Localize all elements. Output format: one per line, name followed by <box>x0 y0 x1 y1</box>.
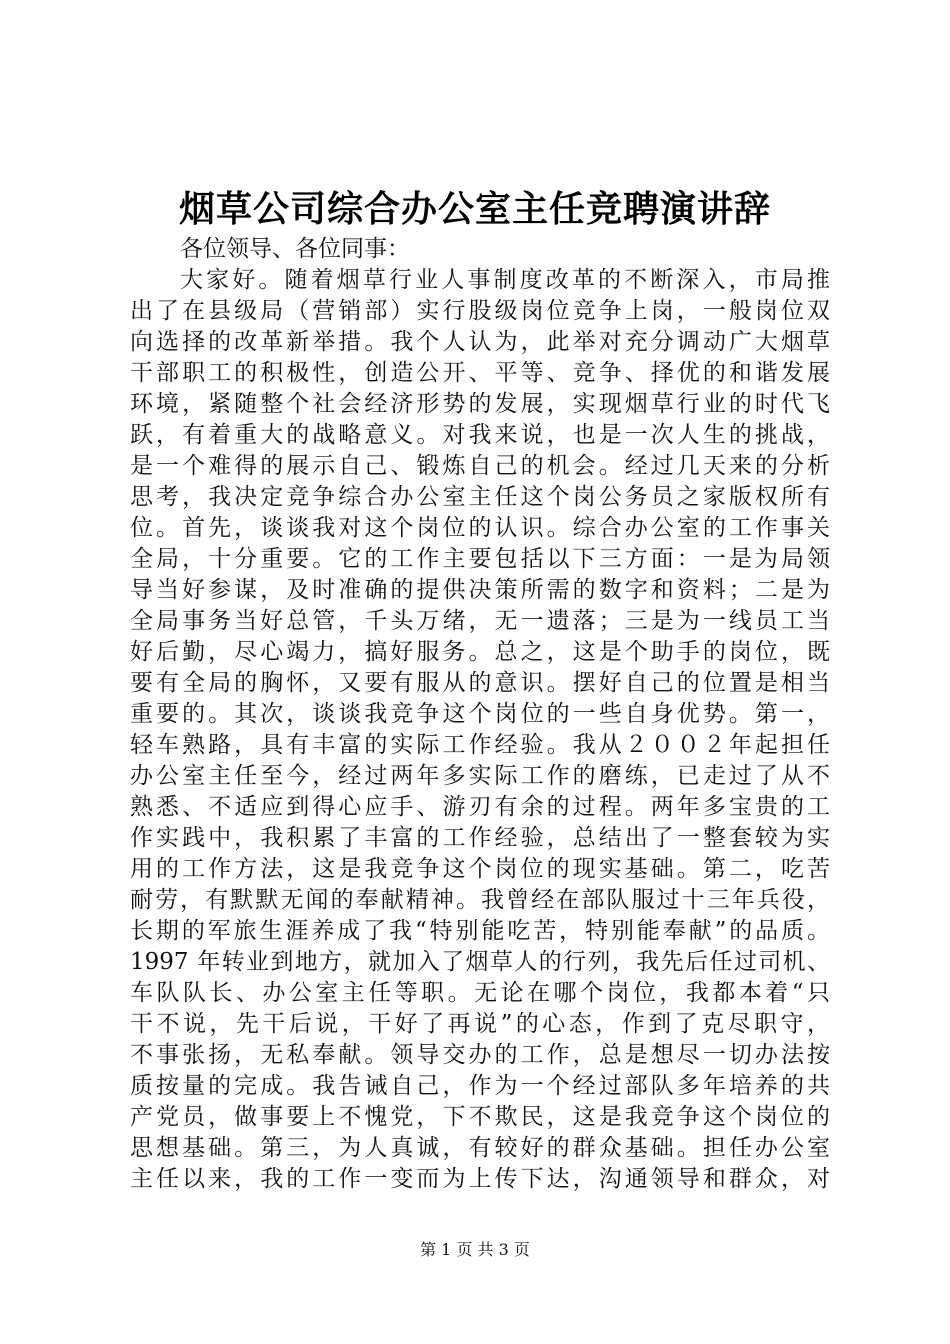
paragraph-line: 作实践中，我积累了丰富的工作经验，总结出了一整套较为实 <box>130 825 830 851</box>
paragraph-line: 主任以来，我的工作一变而为上传下达，沟通领导和群众，对 <box>130 1166 830 1192</box>
document-body <box>130 234 830 1195</box>
paragraph-line: 是一个难得的展示自己、锻炼自己的机会。经过几天来的分析 <box>130 453 830 479</box>
paragraph-line: 办公室主任至今，经过两年多实际工作的磨练，已走过了从不 <box>130 763 830 789</box>
paragraph-line: 导当好参谋，及时准确的提供决策所需的数字和资料；二是为 <box>130 577 830 603</box>
paragraph-line: 向选择的改革新举措。我个人认为，此举对充分调动广大烟草 <box>130 329 830 355</box>
paragraph-line: 环境，紧随整个社会经济形势的发展，实现烟草行业的时代飞 <box>130 391 830 417</box>
paragraph-line: 位。首先，谈谈我对这个岗位的认识。综合办公室的工作事关 <box>130 515 830 541</box>
paragraph-line: 出了在县级局（营销部）实行股级岗位竞争上岗，一般岗位双 <box>130 298 830 324</box>
page-footer <box>0 1238 950 1262</box>
paragraph-line: 不事张扬，无私奉献。领导交办的工作，总是想尽一切办法按 <box>130 1042 830 1068</box>
paragraph-line: 用的工作方法，这是我竞争这个岗位的现实基础。第二，吃苦 <box>130 856 830 882</box>
paragraph-line: 大家好。随着烟草行业人事制度改革的不断深入，市局推 <box>180 267 830 293</box>
salutation-line: 各位领导、各位同事： <box>180 236 410 262</box>
paragraph-line: 熟悉、不适应到得心应手、游刃有余的过程。两年多宝贵的工 <box>130 794 830 820</box>
paragraph-line: 跃，有着重大的战略意义。对我来说，也是一次人生的挑战， <box>130 422 830 448</box>
paragraph-line: 重要的。其次，谈谈我竞争这个岗位的一些自身优势。第一， <box>130 701 830 727</box>
paragraph-line: 全局，十分重要。它的工作主要包括以下三方面：一是为局领 <box>130 546 830 572</box>
paragraph-line: 思考，我决定竞争综合办公室主任这个岗公务员之家版权所有 <box>130 484 830 510</box>
paragraph-line: 全局事务当好总管，千头万绪，无一遗落；三是为一线员工当 <box>130 608 830 634</box>
paragraph-line: 长期的军旅生涯养成了我“特别能吃苦，特别能奉献”的品质。 <box>130 918 830 944</box>
document-title: 烟草公司综合办公室主任竞聘演讲辞 <box>178 188 771 230</box>
paragraph-line: 好后勤，尽心竭力，搞好服务。总之，这是个助手的岗位，既 <box>130 639 830 665</box>
paragraph-line: 产党员，做事要上不愧党，下不欺民，这是我竞争这个岗位的 <box>130 1104 830 1130</box>
paragraph-line: 干部职工的积极性，创造公开、平等、竞争、择优的和谐发展 <box>130 360 830 386</box>
paragraph-line: 思想基础。第三，为人真诚，有较好的群众基础。担任办公室 <box>130 1135 830 1161</box>
page-number: 第 1 页 共 3 页 <box>420 1240 530 1259</box>
paragraph-line: 干不说，先干后说，干好了再说”的心态，作到了克尽职守， <box>130 1011 830 1037</box>
paragraph-line: 轻车熟路，具有丰富的实际工作经验。我从２００２年起担任 <box>130 732 830 758</box>
paragraph-line: 质按量的完成。我告诫自己，作为一个经过部队多年培养的共 <box>130 1073 830 1099</box>
paragraph-line: 耐劳，有默默无闻的奉献精神。我曾经在部队服过十三年兵役， <box>130 887 830 913</box>
paragraph-line: 1997 年转业到地方，就加入了烟草人的行列，我先后任过司机、 <box>130 949 830 975</box>
paragraph-line: 车队队长、办公室主任等职。无论在哪个岗位，我都本着“只 <box>130 980 830 1006</box>
paragraph-line: 要有全局的胸怀，又要有服从的意识。摆好自己的位置是相当 <box>130 670 830 696</box>
